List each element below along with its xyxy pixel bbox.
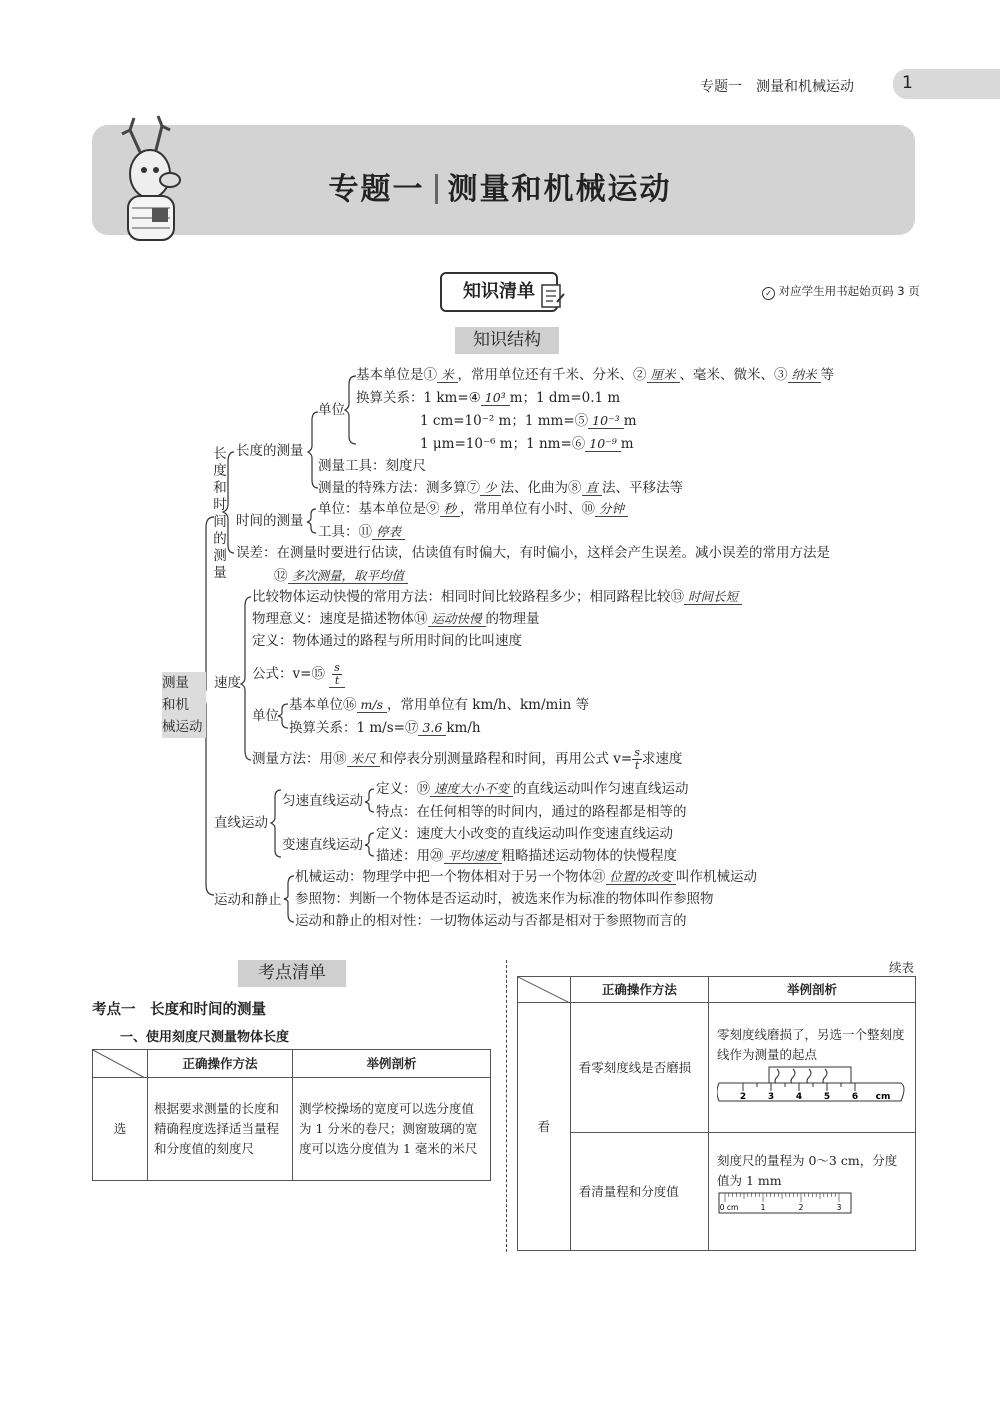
formula-den: t xyxy=(334,673,340,687)
uniform-a: 定义：⑲ xyxy=(376,781,430,797)
table1-header-example: 举例剖析 xyxy=(293,1050,491,1078)
leaf-conversion-1 xyxy=(356,388,620,408)
error-method-a: ⑫ xyxy=(274,568,288,584)
answer-17: 3.6 xyxy=(418,720,446,736)
table1-header-method: 正确操作方法 xyxy=(148,1050,293,1078)
leaf-mechanical xyxy=(295,867,757,887)
answer-4: 10³ xyxy=(481,390,510,406)
answer-8: 直 xyxy=(582,480,603,496)
check-circle-icon: ✓ xyxy=(762,287,775,300)
reference-text: 对应学生用书起始页码 3 页 xyxy=(778,284,920,298)
special-b: 法、化曲为⑧ xyxy=(500,480,582,496)
leaf-relativity: 运动和静止的相对性：一切物体运动与否都是相对于参照物而言的 xyxy=(295,913,687,929)
kaodian-subheading: 一、使用刻度尺测量物体长度 xyxy=(120,1030,290,1045)
node-speed: 速度 xyxy=(214,675,241,691)
table2-r1-method: 看零刻度线是否磨损 xyxy=(570,1003,708,1133)
table2-r2-method: 看清量程和分度值 xyxy=(570,1133,708,1251)
leaf-speed-conversion xyxy=(289,718,481,738)
table2-r1-example: 零刻度线磨损了，另选一个整刻度线作为测量的起点 xyxy=(717,1027,905,1062)
root-line-2: 和机 xyxy=(162,697,189,713)
leaf-reference-object: 参照物：判断一个物体是否运动时，被选来作为标准的物体叫作参照物 xyxy=(295,891,714,907)
node-time: 时间的测量 xyxy=(236,513,304,529)
kaodian-heading: 考点一 长度和时间的测量 xyxy=(92,1002,266,1018)
structure-badge: 知识结构 xyxy=(455,327,559,354)
leaf-definition: 定义：物体通过的路程与所用时间的比叫速度 xyxy=(252,633,522,649)
answer-13: 时间长短 xyxy=(684,589,742,605)
answer-11: 停表 xyxy=(372,524,405,540)
answer-6: 10⁻⁹ xyxy=(585,436,621,452)
node-speed-unit: 单位 xyxy=(252,708,279,724)
conv-1-a: 换算关系：1 km=④ xyxy=(356,390,481,406)
leaf-compare xyxy=(252,587,742,607)
table2-row-label: 看 xyxy=(518,1003,571,1251)
leaf-tool: 测量工具：刻度尺 xyxy=(318,458,426,474)
running-title: 专题一 测量和机械运动 xyxy=(700,79,854,95)
answer-10: 分钟 xyxy=(595,501,628,517)
column-divider xyxy=(506,960,507,1252)
answer-15 xyxy=(329,662,345,688)
ruler2-label-3: 3 xyxy=(836,1203,842,1212)
node-unit: 单位 xyxy=(318,402,345,418)
leaf-time-tool xyxy=(318,522,405,542)
measure-den: t xyxy=(634,759,640,772)
leaf-special-methods xyxy=(318,478,683,498)
page-number: 1 xyxy=(902,73,913,93)
answer-3: 纳米 xyxy=(788,367,821,383)
measure-num: s xyxy=(634,746,640,759)
answer-20: 平均速度 xyxy=(444,848,502,864)
answer-21: 位置的改变 xyxy=(606,869,677,885)
ruler1-label-cm: cm xyxy=(875,1092,891,1102)
root-line-3: 械运动 xyxy=(162,719,203,735)
variable-a: 描述：用⑳ xyxy=(376,848,444,864)
time-unit-b: ，常用单位有小时、⑩ xyxy=(460,501,596,517)
answer-12: 多次测量，取平均值 xyxy=(288,568,409,584)
ruler2-label-1: 1 xyxy=(760,1203,766,1212)
ruler1-label-4: 4 xyxy=(795,1092,803,1102)
leaf-base-unit-d: 等 xyxy=(820,367,835,383)
leaf-base-unit xyxy=(356,365,834,385)
ruler1-label-5: 5 xyxy=(823,1092,831,1102)
speed-conv-b: km/h xyxy=(446,720,481,736)
group-length-time: 长度和时间的测量 xyxy=(213,446,227,581)
leaf-time-unit xyxy=(318,499,628,519)
leaf-variable-desc xyxy=(376,846,677,866)
leaf-speed-base-unit xyxy=(289,695,589,715)
meaning-a: 物理意义：速度是描述物体⑭ xyxy=(252,611,428,627)
leaf-error: 误差：在测量时要进行估读，估读值有时偏大，有时偏小，这样会产生误差。减小误差的常用方法是 xyxy=(236,545,830,561)
answer-9: 秒 xyxy=(440,501,461,517)
table2-header-method: 正确操作方法 xyxy=(570,977,708,1003)
speed-conv-a: 换算关系：1 m/s=⑰ xyxy=(289,720,419,736)
conv-2-a: 1 cm=10⁻² m；1 mm=⑤ xyxy=(420,413,589,429)
title-right: 测量和机械运动 xyxy=(447,172,672,207)
conv-3-b: m xyxy=(620,436,634,452)
table-check xyxy=(517,976,916,1251)
time-unit-a: 单位：基本单位是⑨ xyxy=(318,501,440,517)
answer-1: 米 xyxy=(437,367,458,383)
formula-num: s xyxy=(334,660,340,674)
answer-5: 10⁻³ xyxy=(588,413,624,429)
leaf-base-unit-b: ，常用单位还有千米、分米、② xyxy=(457,367,647,383)
table2-r2-example: 刻度尺的量程为 0～3 cm，分度值为 1 mm xyxy=(717,1153,898,1188)
leaf-conversion-3 xyxy=(420,434,634,454)
table1-example: 测学校操场的宽度可以选分度值为 1 分米的卷尺；测窗玻璃的宽度可以选分度值为 1 毫米的米尺 xyxy=(293,1078,491,1181)
title-left: 专题一 xyxy=(328,172,425,207)
special-c: 法、平移法等 xyxy=(602,480,684,496)
table2-corner xyxy=(518,977,571,1003)
exam-points-badge: 考点清单 xyxy=(238,960,346,987)
speed-unit-a: 基本单位⑯ xyxy=(289,697,357,713)
table-choose xyxy=(92,1049,491,1181)
leaf-meaning xyxy=(252,609,540,629)
worn-ruler-diagram xyxy=(717,1065,907,1107)
root-line-1: 测量 xyxy=(162,675,189,691)
answer-7: 少 xyxy=(480,480,501,496)
leaf-variable-def: 定义：速度大小改变的直线运动叫作变速直线运动 xyxy=(376,826,673,842)
answer-14: 运动快慢 xyxy=(428,611,486,627)
continued-label: 续表 xyxy=(889,960,915,975)
uniform-b: 的直线运动叫作匀速直线运动 xyxy=(513,781,689,797)
node-motion-rest: 运动和静止 xyxy=(214,892,282,908)
measure-a: 测量方法：用⑱ xyxy=(252,751,347,767)
leaf-conversion-2 xyxy=(420,411,637,431)
leaf-base-unit-c: 、毫米、微米、③ xyxy=(679,367,788,383)
table2-r1-example-cell xyxy=(709,1003,916,1133)
leaf-measure-method xyxy=(252,745,682,773)
node-variable: 变速直线运动 xyxy=(282,837,363,853)
ruler1-label-6: 6 xyxy=(851,1092,859,1102)
leaf-base-unit-a: 基本单位是① xyxy=(356,367,437,383)
conv-2-b: m xyxy=(623,413,637,429)
special-a: 测量的特殊方法：测多算⑦ xyxy=(318,480,480,496)
table2-r2-example-cell xyxy=(709,1133,916,1251)
measure-c: 求速度 xyxy=(641,751,683,767)
conv-1-b: m；1 dm=0.1 m xyxy=(509,390,621,406)
leaf-uniform-feature: 特点：在任何相等的时间内，通过的路程都是相等的 xyxy=(376,804,687,820)
node-length: 长度的测量 xyxy=(236,443,304,459)
leaf-error-method xyxy=(274,566,408,586)
formula-a: 公式：v=⑮ xyxy=(252,666,325,682)
node-linear-motion: 直线运动 xyxy=(214,815,268,831)
leaf-formula xyxy=(252,660,345,688)
compare-a: 比较物体运动快慢的常用方法：相同时间比较路程多少；相同路程比较⑬ xyxy=(252,589,684,605)
answer-18: 米尺 xyxy=(347,751,380,767)
answer-19: 速度大小不变 xyxy=(430,781,513,797)
ruler1-label-3: 3 xyxy=(767,1092,775,1102)
answer-2: 厘米 xyxy=(647,367,680,383)
time-tool-a: 工具：⑪ xyxy=(318,524,372,540)
measure-b: 和停表分别测量路程和时间，再用公式 v= xyxy=(379,751,633,767)
knowledge-list-badge: 知识清单 xyxy=(440,272,558,312)
table1-row-label: 选 xyxy=(93,1078,148,1181)
meaning-b: 的物理量 xyxy=(485,611,540,627)
ruler2-label-2: 2 xyxy=(798,1203,804,1212)
tree-root xyxy=(162,672,206,738)
mechanical-a: 机械运动：物理学中把一个物体相对于另一个物体㉑ xyxy=(295,869,606,885)
ruler2-label-0: 0 cm xyxy=(719,1203,739,1212)
leaf-uniform-def xyxy=(376,779,689,799)
ruler-scale-diagram xyxy=(717,1191,857,1217)
variable-b: 粗略描述运动物体的快慢程度 xyxy=(501,848,678,864)
answer-16: m/s xyxy=(357,697,387,713)
node-uniform: 匀速直线运动 xyxy=(282,793,363,809)
table1-method: 根据要求测量的长度和精确程度选择适当量程和分度值的刻度尺 xyxy=(148,1078,293,1181)
mechanical-b: 叫作机械运动 xyxy=(676,869,758,885)
table1-corner xyxy=(93,1050,148,1078)
ruler1-label-2: 2 xyxy=(739,1092,747,1102)
conv-3-a: 1 μm=10⁻⁶ m；1 nm=⑥ xyxy=(420,436,586,452)
table2-header-example: 举例剖析 xyxy=(709,977,916,1003)
speed-unit-b: ，常用单位有 km/h、km/min 等 xyxy=(386,697,590,713)
measure-fraction xyxy=(632,747,642,772)
